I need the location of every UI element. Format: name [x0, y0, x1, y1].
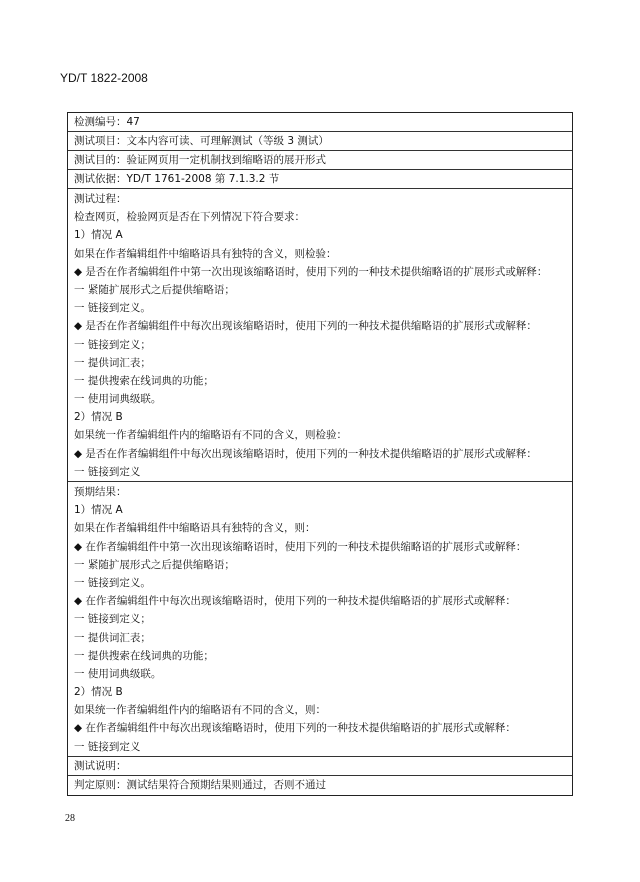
procedure-line: ◆ 是否在作者编辑组件中每次出现该缩略语时，使用下列的一种技术提供缩略语的扩展形式或解释：: [74, 320, 537, 333]
procedure-line: 一 链接到定义。: [74, 302, 151, 315]
expected-line: 如果在作者编辑组件中缩略语具有独特的含义，则：: [74, 522, 316, 535]
expected-line: 预期结果：: [74, 486, 127, 498]
procedure-line: 一 链接到定义: [74, 465, 141, 478]
procedure-line: 一 紧随扩展形式之后提供缩略语；: [74, 283, 235, 296]
expected-line: 一 链接到定义；: [74, 613, 151, 626]
procedure-line: 一 链接到定义；: [74, 338, 151, 351]
procedure-line: 2）情况 B: [74, 411, 123, 424]
expected-line: ◆ 在作者编辑组件中第一次出现该缩略语时，使用下列的一种技术提供缩略语的扩展形式或解释：: [74, 540, 527, 553]
expected-line: 一 紧随扩展形式之后提供缩略语；: [74, 558, 235, 571]
test-item-row: 测试项目：文本内容可读、可理解测试（等级 3 测试）: [68, 132, 572, 151]
procedure-line: 一 提供词汇表；: [74, 356, 151, 369]
expected-line: 一 链接到定义: [74, 740, 141, 753]
test-notes-row: 测试说明：: [68, 757, 572, 776]
test-basis-row: 测试依据：YD/T 1761-2008 第 7.1.3.2 节: [68, 170, 572, 189]
judgment-row: 判定原则：测试结果符合预期结果则通过，否则不通过: [74, 778, 326, 791]
procedure-line: 一 使用词典级联。: [74, 393, 162, 406]
procedure-line: 如果统一作者编辑组件内的缩略语有不同的含义，则检验：: [74, 429, 347, 442]
expected-line: 一 提供词汇表；: [74, 631, 151, 644]
expected-line: 一 链接到定义。: [74, 576, 151, 589]
expected-results-section: [68, 482, 572, 757]
procedure-line: 如果在作者编辑组件中缩略语具有独特的含义，则检验：: [74, 247, 337, 260]
document-id: YD/T 1822-2008: [60, 71, 148, 85]
test-number-row: 检测编号：47: [68, 113, 572, 132]
expected-line: 一 使用词典级联。: [74, 667, 162, 680]
procedure-line: 测试过程：: [74, 193, 127, 205]
procedure-line: 一 提供搜索在线词典的功能；: [74, 374, 214, 387]
procedure-line: ◆ 是否在作者编辑组件中每次出现该缩略语时，使用下列的一种技术提供缩略语的扩展形式或解释：: [74, 447, 537, 460]
procedure-line: 检查网页，检验网页是否在下列情况下符合要求：: [74, 211, 305, 224]
expected-line: 如果统一作者编辑组件内的缩略语有不同的含义，则：: [74, 704, 326, 717]
expected-line: ◆ 在作者编辑组件中每次出现该缩略语时，使用下列的一种技术提供缩略语的扩展形式或解释：: [74, 595, 516, 608]
expected-line: 2）情况 B: [74, 686, 123, 699]
expected-line: ◆ 在作者编辑组件中每次出现该缩略语时，使用下列的一种技术提供缩略语的扩展形式或解释：: [74, 722, 516, 735]
test-case-table: [67, 112, 573, 796]
procedure-line: 1）情况 A: [74, 229, 123, 242]
test-purpose-row: 测试目的：验证网页用一定机制找到缩略语的展开形式: [68, 151, 572, 170]
page-number: 28: [65, 813, 75, 824]
expected-line: 一 提供搜索在线词典的功能；: [74, 649, 214, 662]
expected-line: 1）情况 A: [74, 504, 123, 517]
test-procedure-section: [68, 189, 572, 482]
procedure-line: ◆ 是否在作者编辑组件中第一次出现该缩略语时，使用下列的一种技术提供缩略语的扩展形式或解释：: [74, 265, 548, 278]
